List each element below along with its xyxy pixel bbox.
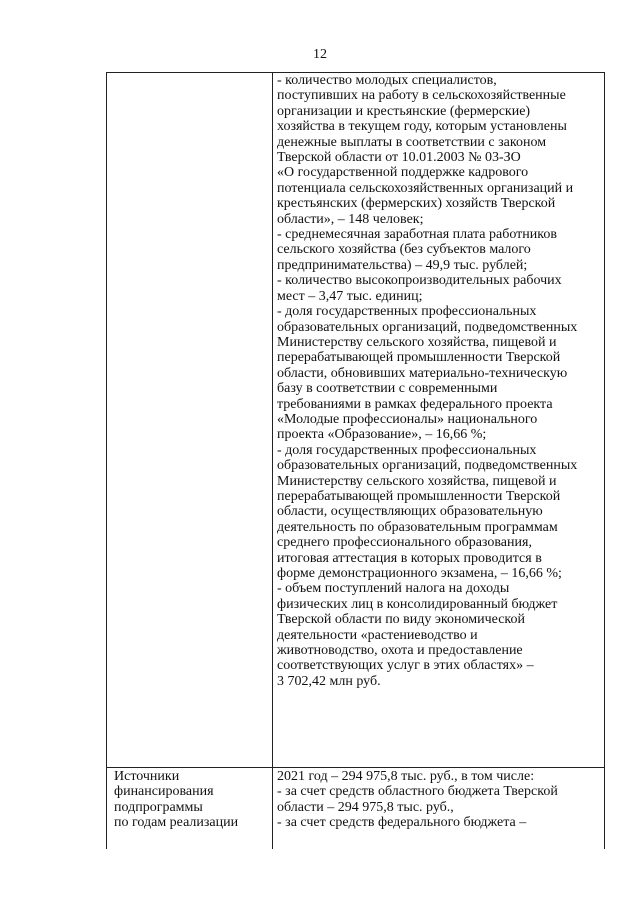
text-line: итоговая аттестация в которых проводится в (277, 550, 542, 566)
text-line: поступивших на работу в сельскохозяйственные (277, 88, 566, 104)
text-line: Тверской области по виду экономической (277, 612, 525, 628)
text-line: по годам реализации (114, 815, 239, 831)
text-line: Министерству сельского хозяйства, пищевой и (277, 473, 557, 489)
text-line: соответствующих услуг в этих областях» – (277, 658, 534, 674)
text-line: предпринимательства) – 49,9 тыс. рублей; (277, 257, 528, 273)
text-line: проекта «Образование», – 16,66 %; (277, 427, 487, 443)
text-line: - доля государственных профессиональных (277, 304, 537, 320)
text-line: базу в соответствии с современными (277, 381, 498, 397)
text-line: - объем поступлений налога на доходы (277, 581, 510, 597)
text-line: форме демонстрационного экзамена, – 16,66 %; (277, 566, 562, 581)
text-line: Министерству сельского хозяйства, пищевой и (277, 334, 557, 350)
passport-table (106, 72, 605, 849)
financing-label-cell (107, 768, 273, 850)
page-number: 12 (313, 47, 327, 62)
text-line: физических лиц в консолидированный бюджет (277, 596, 558, 612)
text-line: «Молодые профессионалы» национального (277, 411, 538, 427)
financing-value-cell (273, 768, 605, 850)
text-line: - за счет средств областного бюджета Тверской (277, 784, 558, 800)
text-line: деятельности «растениеводство и (277, 627, 478, 643)
text-line: - среднемесячная заработная плата работников (277, 227, 557, 243)
table-row (107, 768, 605, 850)
text-line: требованиями в рамках федерального проекта (277, 396, 553, 412)
text-line: финансирования (114, 784, 214, 800)
text-line: области, осуществляющих образовательную (277, 504, 543, 520)
text-line: образовательных организаций, подведомственных (277, 458, 578, 474)
text-line: перерабатывающей промышленности Тверской (277, 488, 561, 504)
text-line: перерабатывающей промышленности Тверской (277, 350, 561, 366)
text-line: области», – 148 человек; (277, 211, 424, 227)
table-row (107, 73, 605, 768)
text-line: Источники (114, 769, 180, 784)
text-line: - за счет средств федерального бюджета – (277, 815, 527, 831)
text-line: - количество молодых специалистов, (277, 73, 497, 88)
text-line: образовательных организаций, подведомственных (277, 319, 578, 335)
text-line: подпрограммы (114, 799, 203, 815)
row-label-cell (107, 73, 273, 768)
text-line: Тверской области от 10.01.2003 № 03-ЗО (277, 150, 521, 166)
text-line: деятельность по образовательным программам (277, 519, 558, 535)
text-line: «О государственной поддержке кадрового (277, 165, 529, 181)
text-line: 2021 год – 294 975,8 тыс. руб., в том числе: (277, 769, 535, 784)
text-line: 3 702,42 млн руб. (277, 673, 381, 689)
text-line: крестьянских (фермерских) хозяйств Тверской (277, 196, 556, 212)
text-line: - количество высокопроизводительных рабочих (277, 273, 562, 289)
indicators-cell (273, 73, 605, 768)
text-line: денежные выплаты в соответствии с законом (277, 134, 547, 150)
text-line: сельского хозяйства (без субъектов малого (277, 242, 531, 258)
text-line: - доля государственных профессиональных (277, 442, 537, 458)
text-line: среднего профессионального образования, (277, 535, 532, 551)
text-line: животноводство, охота и предоставление (277, 643, 523, 659)
text-line: хозяйства в текущем году, которым установлены (277, 119, 567, 135)
text-line: области – 294 975,8 тыс. руб., (277, 799, 454, 815)
text-line: мест – 3,47 тыс. единиц; (277, 288, 423, 304)
text-line: области, обновивших материально-техническую (277, 365, 568, 381)
text-line: потенциала сельскохозяйственных организаций и (277, 180, 574, 196)
text-line: организации и крестьянские (фермерские) (277, 103, 531, 119)
